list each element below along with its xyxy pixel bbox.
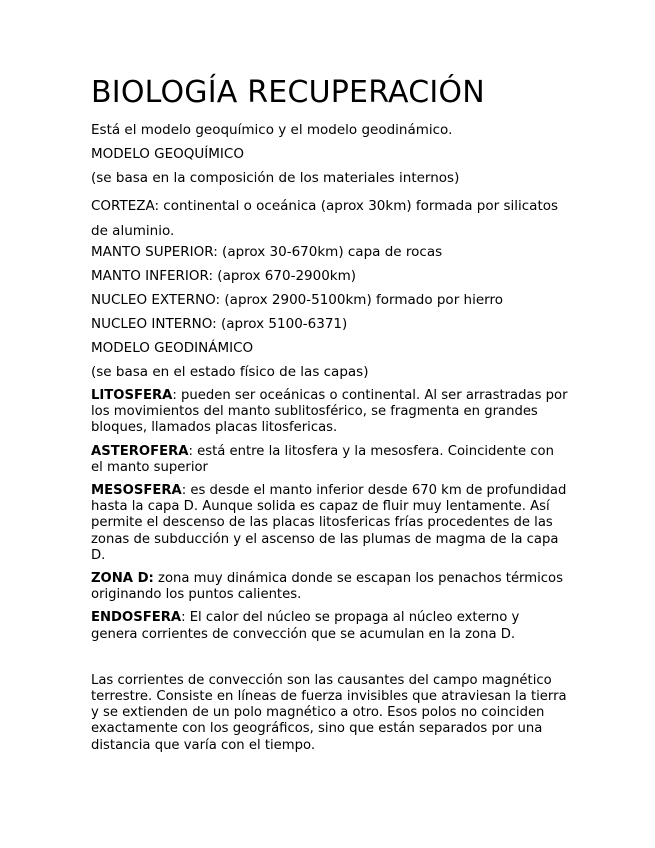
manto-superior-line: MANTO SUPERIOR: (aprox 30-670km) capa de rocas: [91, 244, 443, 260]
geoquimico-header: MODELO GEOQUÍMICO: [91, 146, 244, 162]
layer-description: : es desde el manto inferior desde 670 km de profundidad hasta la capa D. Aunque solida es capaz de fluir muy lentamente. Así permite el descenso de las placas litosfericas frías procedentes de las zonas de subducción y el ascenso de las plumas de magma de la capa D.: [91, 483, 567, 563]
layer-paragraph-litosfera: [91, 388, 569, 437]
geodinamico-header: MODELO GEODINÁMICO: [91, 340, 254, 356]
layer-description: : El calor del núcleo se propaga al núcleo externo y genera corrientes de convección que se acumulan en la zona D.: [91, 610, 520, 642]
layer-term: ZONA D:: [91, 571, 154, 587]
layer-term: ENDOSFERA: [91, 610, 182, 626]
manto-inferior-line: MANTO INFERIOR: (aprox 670-2900km): [91, 268, 357, 284]
layer-description: : pueden ser oceánicas o continental. Al ser arrastradas por los movimientos del manto sublitosférico, se fragmenta en grandes bloques, llamados placas litosfericas.: [91, 388, 568, 436]
corteza-line: CORTEZA: continental o oceánica (aprox 30km) formada por silicatos de aluminio.: [91, 198, 559, 239]
layer-paragraph-mesosfera: [91, 483, 569, 564]
layer-term: MESOSFERA: [91, 483, 182, 499]
paragraph-spacer: [91, 643, 569, 673]
layer-paragraph-endosfera: [91, 610, 569, 642]
layer-description: : está entre la litosfera y la mesosfera. Coincidente con el manto superior: [91, 443, 554, 475]
layer-description: zona muy dinámica donde se escapan los penachos térmicos originando los puntos calientes.: [91, 571, 563, 603]
geoquimico-basis: (se basa en la composición de los materiales internos): [91, 170, 460, 186]
layer-paragraph-asterofera: [91, 444, 569, 476]
document-body: [91, 74, 569, 754]
closing-paragraph: Las corrientes de convección son las causantes del campo magnético terrestre. Consiste en líneas de fuerza invisibles que atraviesan la tierra y se extienden de un polo magnético a otro. Esos polos no coinciden exactamente con los geográficos, sino que están separados por una distancia que varía con el tiempo.: [91, 672, 567, 753]
layer-term: ASTEROFERA: [91, 443, 189, 459]
geodinamico-basis: (se basa en el estado físico de las capas): [91, 364, 369, 380]
document-title: BIOLOGÍA RECUPERACIÓN: [91, 75, 485, 110]
intro-line: Está el modelo geoquímico y el modelo geodinámico.: [91, 122, 453, 138]
nucleo-externo-line: NUCLEO EXTERNO: (aprox 2900-5100km) formado por hierro: [91, 292, 503, 308]
layer-paragraph-zona-d: [91, 571, 569, 603]
nucleo-interno-line: NUCLEO INTERNO: (aprox 5100-6371): [91, 316, 348, 332]
layer-term: LITOSFERA: [91, 388, 173, 403]
